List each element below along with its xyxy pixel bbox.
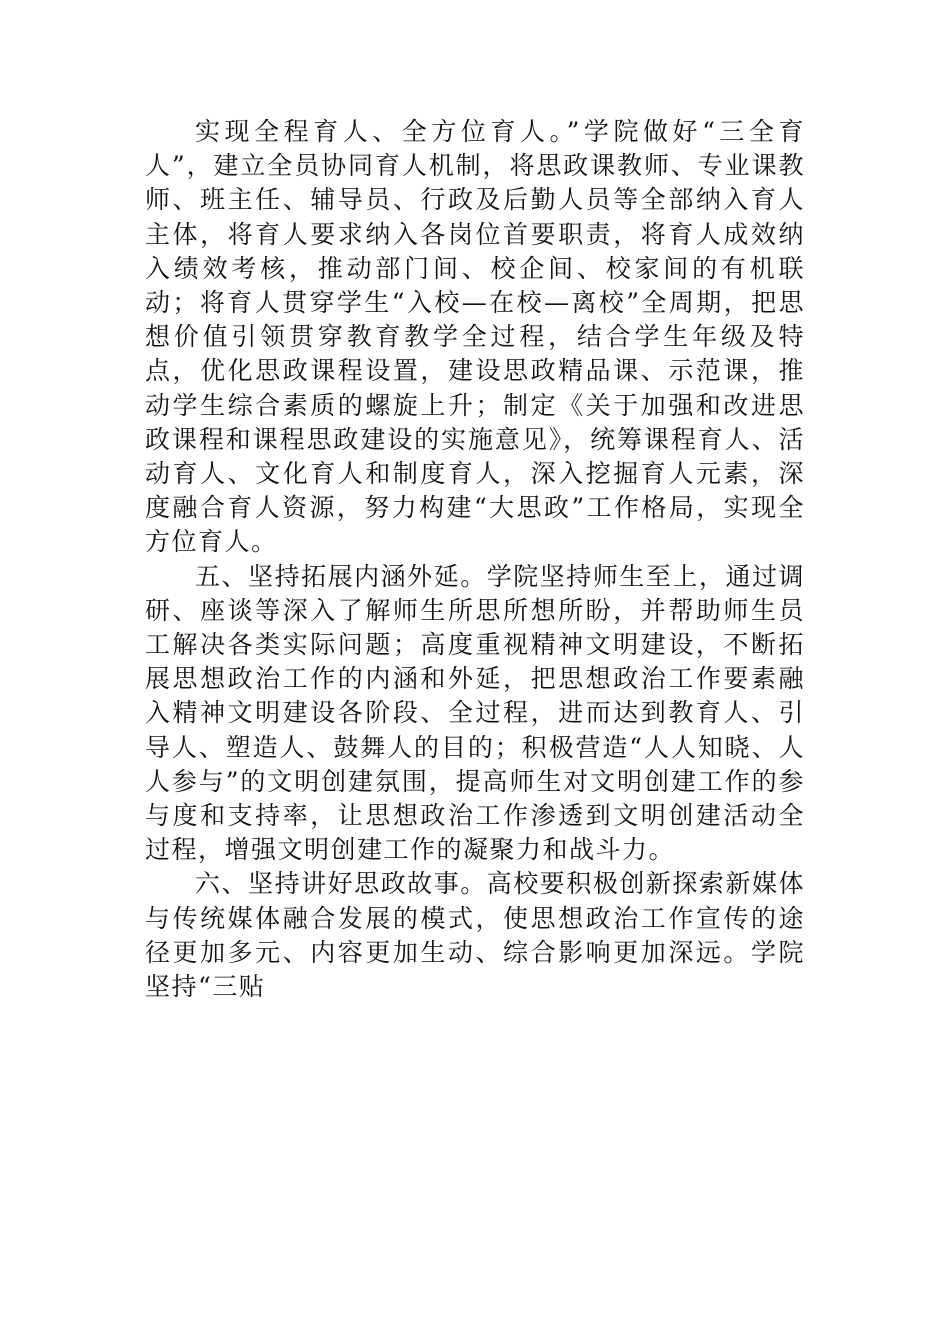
paragraph-comprehensive-education: 实现全程育人、全方位育人。”学院做好“三全育人”，建立全员协同育人机制，将思政课教师、专业课教师、班主任、辅导员、行政及后勤人员等全部纳入育人主体，将育人要求纳入各岗位首要职责，将育人成效纳入绩效考核，推动部门间、校企间、校家间的有机联动；将育人贯穿学生“入校—在校—离校”全周期，把思想价值引领贯穿教育教学全过程，结合学生年级及特点，优化思政课程设置，建设思政精品课、示范课，推动学生综合素质的螺旋上升；制定《关于加强和改进思政课程和课程思政建设的实施意见》，统筹课程育人、活动育人、文化育人和制度育人，深入挖掘育人元素，深度融合育人资源，努力构建“大思政”工作格局，实现全方位育人。 [145, 117, 805, 557]
body-text [145, 115, 805, 1004]
paragraph-six-stories: 六、坚持讲好思政故事。高校要积极创新探索新媒体与传统媒体融合发展的模式，使思想政治工作宣传的途径更加多元、内容更加生动、综合影响更加深远。学院坚持“三贴 [145, 869, 805, 1002]
paragraph-five-connotation: 五、坚持拓展内涵外延。学院坚持师生至上，通过调研、座谈等深入了解师生所思所想所盼，并帮助师生员工解决各类实际问题；高度重视精神文明建设，不断拓展思想政治工作的内涵和外延，把思想政治工作要素融入精神文明建设各阶段、全过程，进而达到教育人、引导人、塑造人、鼓舞人的目的；积极营造“人人知晓、人人参与”的文明创建氛围，提高师生对文明创建工作的参与度和支持率，让思想政治工作渗透到文明创建活动全过程，增强文明创建工作的凝聚力和战斗力。 [145, 561, 805, 865]
